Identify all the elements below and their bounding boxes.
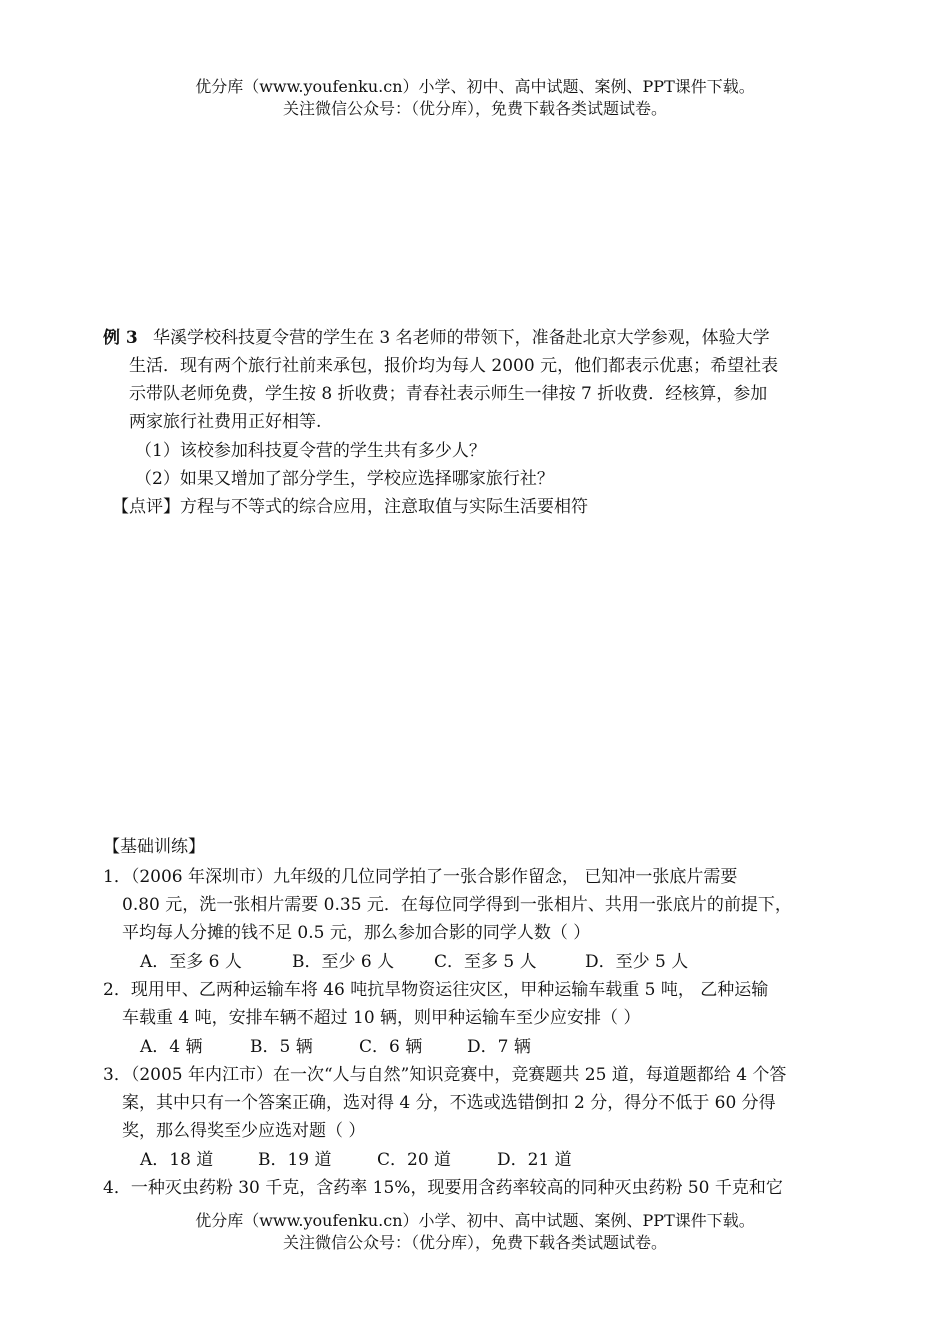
header-line-1: 优分库（www.youfenku.cn）小学、初中、高中试题、案例、PPT课件下载。 [195,77,755,96]
example-text-line: 示带队老师免费，学生按 8 折收费；青春社表示师生一律按 7 折收费．经核算，参加 [129,384,768,404]
example-text-line: 华溪学校科技夏令营的学生在 3 名老师的带领下，准备赴北京大学参观，体验大学 [153,328,770,348]
option-d: D．21 道 [497,1150,572,1170]
question-text-line: 4．一种灭虫药粉 30 千克，含药率 15%，现要用含药率较高的同种灭虫药粉 50 千克和它 [103,1178,783,1198]
page-footer [0,1210,950,1254]
question-text-line: 1．（2006 年深圳市）九年级的几位同学拍了一张合影作留念， 已知冲一张底片需要 [103,867,738,887]
question-text-line: 0.80 元，洗一张相片需要 0.35 元．在每位同学得到一张相片、共用一张底片的前提下， [122,895,792,915]
footer-line-2: 关注微信公众号：（优分库），免费下载各类试题试卷。 [282,1233,667,1252]
example-question-2: （2）如果又增加了部分学生，学校应选择哪家旅行社？ [135,469,554,489]
section-title: 【基础训练】 [103,837,205,857]
question-text-line: 案，其中只有一个答案正确，选对得 4 分，不选或选错倒扣 2 分，得分不低于 60 分得 [122,1093,776,1113]
option-b: B．19 道 [258,1150,332,1170]
question-text-line: 车载重 4 吨，安排车辆不超过 10 辆，则甲种运输车至少应安排（ ） [122,1008,641,1028]
example-label: 例 3 [103,328,138,348]
question-text-line: 平均每人分摊的钱不足 0.5 元，那么参加合影的同学人数（ ） [122,923,591,943]
footer-line-1: 优分库（www.youfenku.cn）小学、初中、高中试题、案例、PPT课件下载。 [195,1211,755,1230]
option-c: C．20 道 [377,1150,452,1170]
example-question-1: （1）该校参加科技夏令营的学生共有多少人？ [135,441,486,461]
option-b: B．5 辆 [250,1037,313,1057]
question-text-line: 3．（2005 年内江市）在一次“人与自然”知识竞赛中，竞赛题共 25 道，每道题都给 4 个答 [103,1065,787,1085]
example-comment: 【点评】方程与不等式的综合应用，注意取值与实际生活要相符 [112,497,588,517]
option-b: B．至少 6 人 [292,952,395,972]
page-header [0,76,950,120]
question-text-line: 2．现用甲、乙两种运输车将 46 吨抗旱物资运往灾区，甲种运输车载重 5 吨， 乙种运输 [103,980,769,1000]
option-c: C．至多 5 人 [434,952,537,972]
option-c: C．6 辆 [359,1037,423,1057]
option-d: D．7 辆 [467,1037,531,1057]
question-text-line: 奖，那么得奖至少应选对题（ ） [122,1121,366,1141]
header-line-2: 关注微信公众号：（优分库），免费下载各类试题试卷。 [282,99,667,118]
example-text-line: 两家旅行社费用正好相等. [129,412,322,432]
option-a: A．至多 6 人 [140,952,242,972]
option-a: A．4 辆 [140,1037,203,1057]
option-d: D．至少 5 人 [585,952,689,972]
example-text-line: 生活．现有两个旅行社前来承包，报价均为每人 2000 元，他们都表示优惠；希望社表 [129,356,779,376]
option-a: A．18 道 [140,1150,214,1170]
